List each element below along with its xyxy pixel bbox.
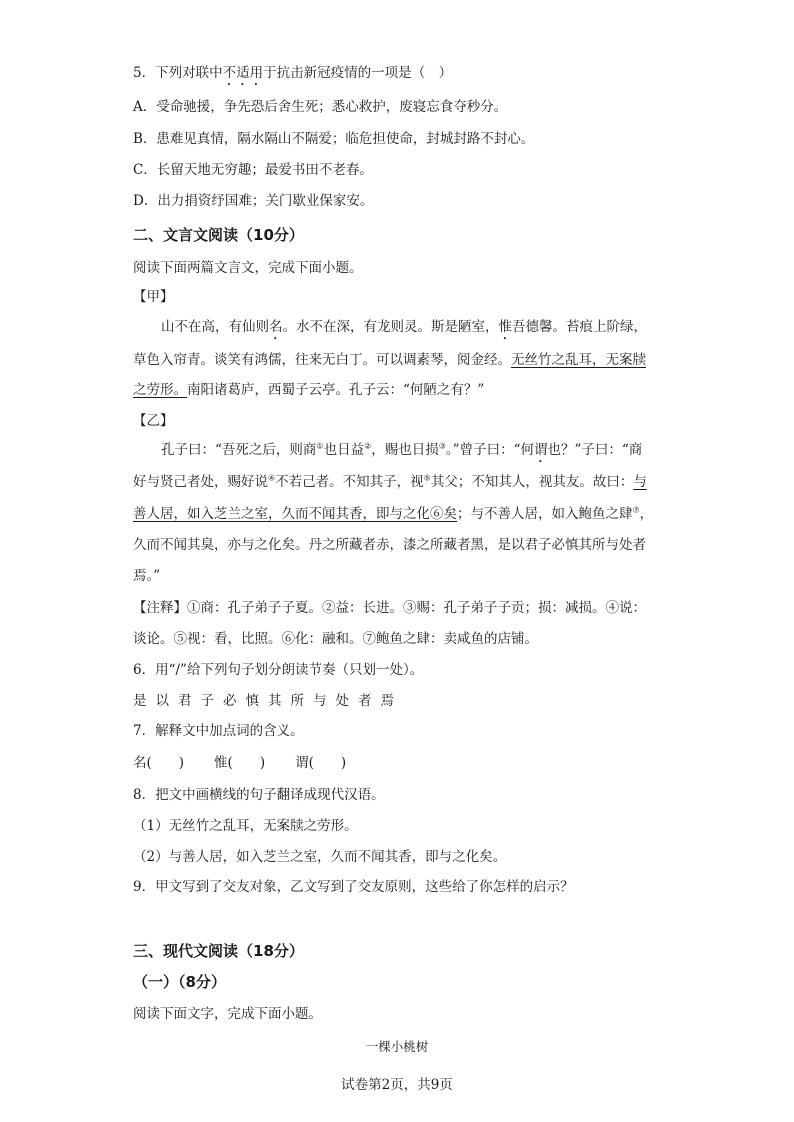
q7-stem: 7．解释文中加点词的含义。 [133, 723, 304, 739]
jia-label: 【甲】 [133, 289, 174, 305]
yi-line-2: 好与贤己者处，赐好说④不若己者。不知其子，视⑤其父；不知其人，视其友。故曰：与 [133, 473, 647, 490]
jia-line-1: 山不在高，有仙则名。水不在深，有龙则灵。斯是陋室，惟吾德馨。苔痕上阶绿， [161, 319, 647, 335]
q5-stem: 5．下列对联中不适用于抗击新冠疫情的一项是（ ） [133, 65, 453, 81]
yi-label: 【乙】 [133, 413, 174, 429]
q7-items [133, 753, 346, 773]
section3-title: 三、现代文阅读（18分） [133, 942, 304, 960]
q7-item-1: 名( ) [133, 755, 185, 771]
yi-underlined: 善人居，如入芝兰之室，久而不闻其香，即与之化⑥矣 [133, 506, 457, 522]
q8-stem: 8．把文中画横线的句子翻译成现代汉语。 [133, 787, 385, 803]
yi-line-1: 孔子曰：“吾死之后，则商①也日益②，赐也日损③。”曾子曰：“何谓也？”子曰：“商 [161, 441, 643, 458]
q7-item-2: 惟( ) [214, 755, 266, 771]
yi-line-4: 久而不闻其臭，亦与之化矣。丹之所藏者赤，漆之所藏者黑，是以君子必慎其所与处者 [133, 537, 646, 553]
jia-underlined-1: 无丝竹之乱耳，无案牍 [511, 352, 646, 368]
q8-item-1: （1）无丝竹之乱耳，无案牍之劳形。 [133, 818, 358, 834]
section2-intro: 阅读下面两篇文言文，完成下面小题。 [133, 260, 363, 276]
page-footer: 试卷第2页，共9页 [341, 1077, 453, 1093]
jia-underlined-2: 之劳形。 [133, 382, 187, 398]
q6-stem: 6．用“/”给下列句子划分朗读节奏（只划一处）。 [133, 662, 424, 678]
section2-title: 二、文言文阅读（10分） [133, 226, 304, 244]
q5-option-a: A．受命驰援，争先恐后舍生死；悉心救护，废寝忘食夺秒分。 [133, 99, 508, 115]
notes-line-2: 谈论。⑤视：看，比照。⑥化：融和。⑦鲍鱼之肆：卖咸鱼的店铺。 [133, 631, 538, 647]
jia-line-2: 草色入帘青。谈笑有鸿儒，往来无白丁。可以调素琴，阅金经。无丝竹之乱耳，无案牍 [133, 352, 646, 368]
yi-line-3: 善人居，如入芝兰之室，久而不闻其香，即与之化⑥矣；与不善人居，如入鲍鱼之肆⑦， [133, 505, 654, 522]
q5-option-b: B．患难见真情，隔水隔山不隔爱；临危担使命，封城封路不封心。 [133, 131, 535, 147]
q8-item-2: （2）与善人居，如入芝兰之室，久而不闻其香，即与之化矣。 [133, 849, 507, 865]
article-title: 一棵小桃树 [365, 1039, 429, 1054]
q5-option-d: D．出力捐资纾国难；关门歇业保家安。 [133, 193, 374, 209]
q9-stem: 9．甲文写到了交友对象，乙文写到了交友原则，这些给了你怎样的启示？ [133, 879, 574, 895]
q5-option-c: C．长留天地无穷趣；最爱书田不老春。 [133, 162, 373, 178]
jia-line-3: 之劳形。南阳诸葛庐，西蜀子云亭。孔子云：“何陋之有？” [133, 382, 485, 398]
section3-intro: 阅读下面文字，完成下面小题。 [133, 1006, 322, 1022]
q6-sentence: 是以君子必慎其所与处者焉 [133, 693, 403, 709]
q5-emphasis: 不适用 [222, 65, 264, 81]
yi-line-5: 焉。” [133, 568, 161, 584]
section3-subtitle: （一）（8分） [133, 973, 226, 991]
q7-item-3: 谓( ) [295, 755, 347, 771]
notes-line-1: 【注释】①商：孔子弟子子夏。②益：长进。③赐：孔子弟子子贡；损：减损。④说： [133, 600, 646, 616]
